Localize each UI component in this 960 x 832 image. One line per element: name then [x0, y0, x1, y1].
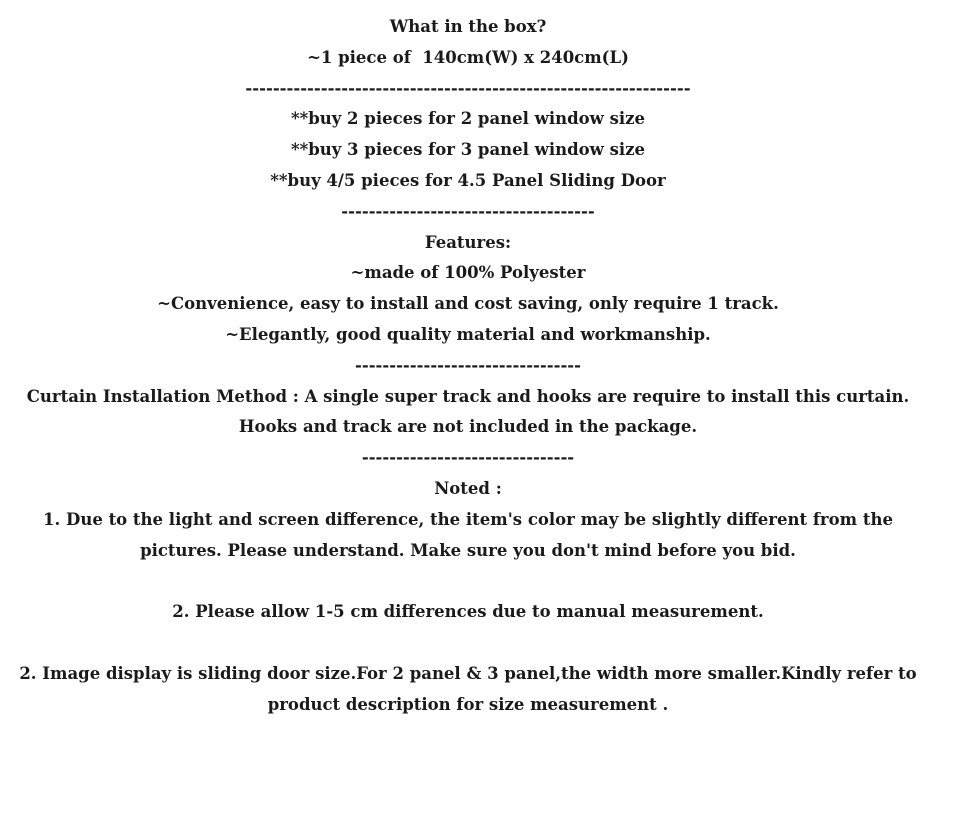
separator: ------------------------------------- [341, 201, 595, 221]
spacer [0, 566, 936, 597]
box-item: ~1 piece of 140cm(W) x 240cm(L) [307, 47, 629, 67]
separator: --------------------------------- [355, 355, 581, 375]
box-heading: What in the box? [389, 17, 547, 36]
separator: ------------------------------- [361, 448, 575, 468]
noted-item: 1. Due to the light and screen difference, the item's color may be slightly different from the pictures. Please understand. Make sure you don't mind before you bid. [43, 509, 893, 560]
spacer [0, 628, 936, 659]
noted-item: 2. Please allow 1-5 cm differences due to manual measurement. [172, 602, 764, 622]
product-description [0, 12, 936, 720]
features-heading: Features: [424, 232, 512, 252]
separator: ----------------------------------------------------------------- [245, 78, 691, 98]
feature-item: ~Convenience, easy to install and cost saving, only require 1 track. [157, 294, 779, 314]
feature-item: ~Elegantly, good quality material and workmanship. [225, 324, 711, 344]
buy-note: **buy 4/5 pieces for 4.5 Panel Sliding Door [270, 170, 666, 190]
feature-item: ~made of 100% Polyester [350, 263, 586, 283]
noted-item: 2. Image display is sliding door size.For 2 panel & 3 panel,the width more smaller.Kindly refer to product description for size measurement . [19, 663, 917, 714]
buy-note: **buy 3 pieces for 3 panel window size [290, 140, 646, 160]
installation-method: Curtain Installation Method : A single super track and hooks are require to install this curtain. Hooks and track are not included in the package. [26, 386, 910, 437]
buy-note: **buy 2 pieces for 2 panel window size [290, 109, 646, 129]
noted-heading: Noted : [434, 478, 502, 498]
